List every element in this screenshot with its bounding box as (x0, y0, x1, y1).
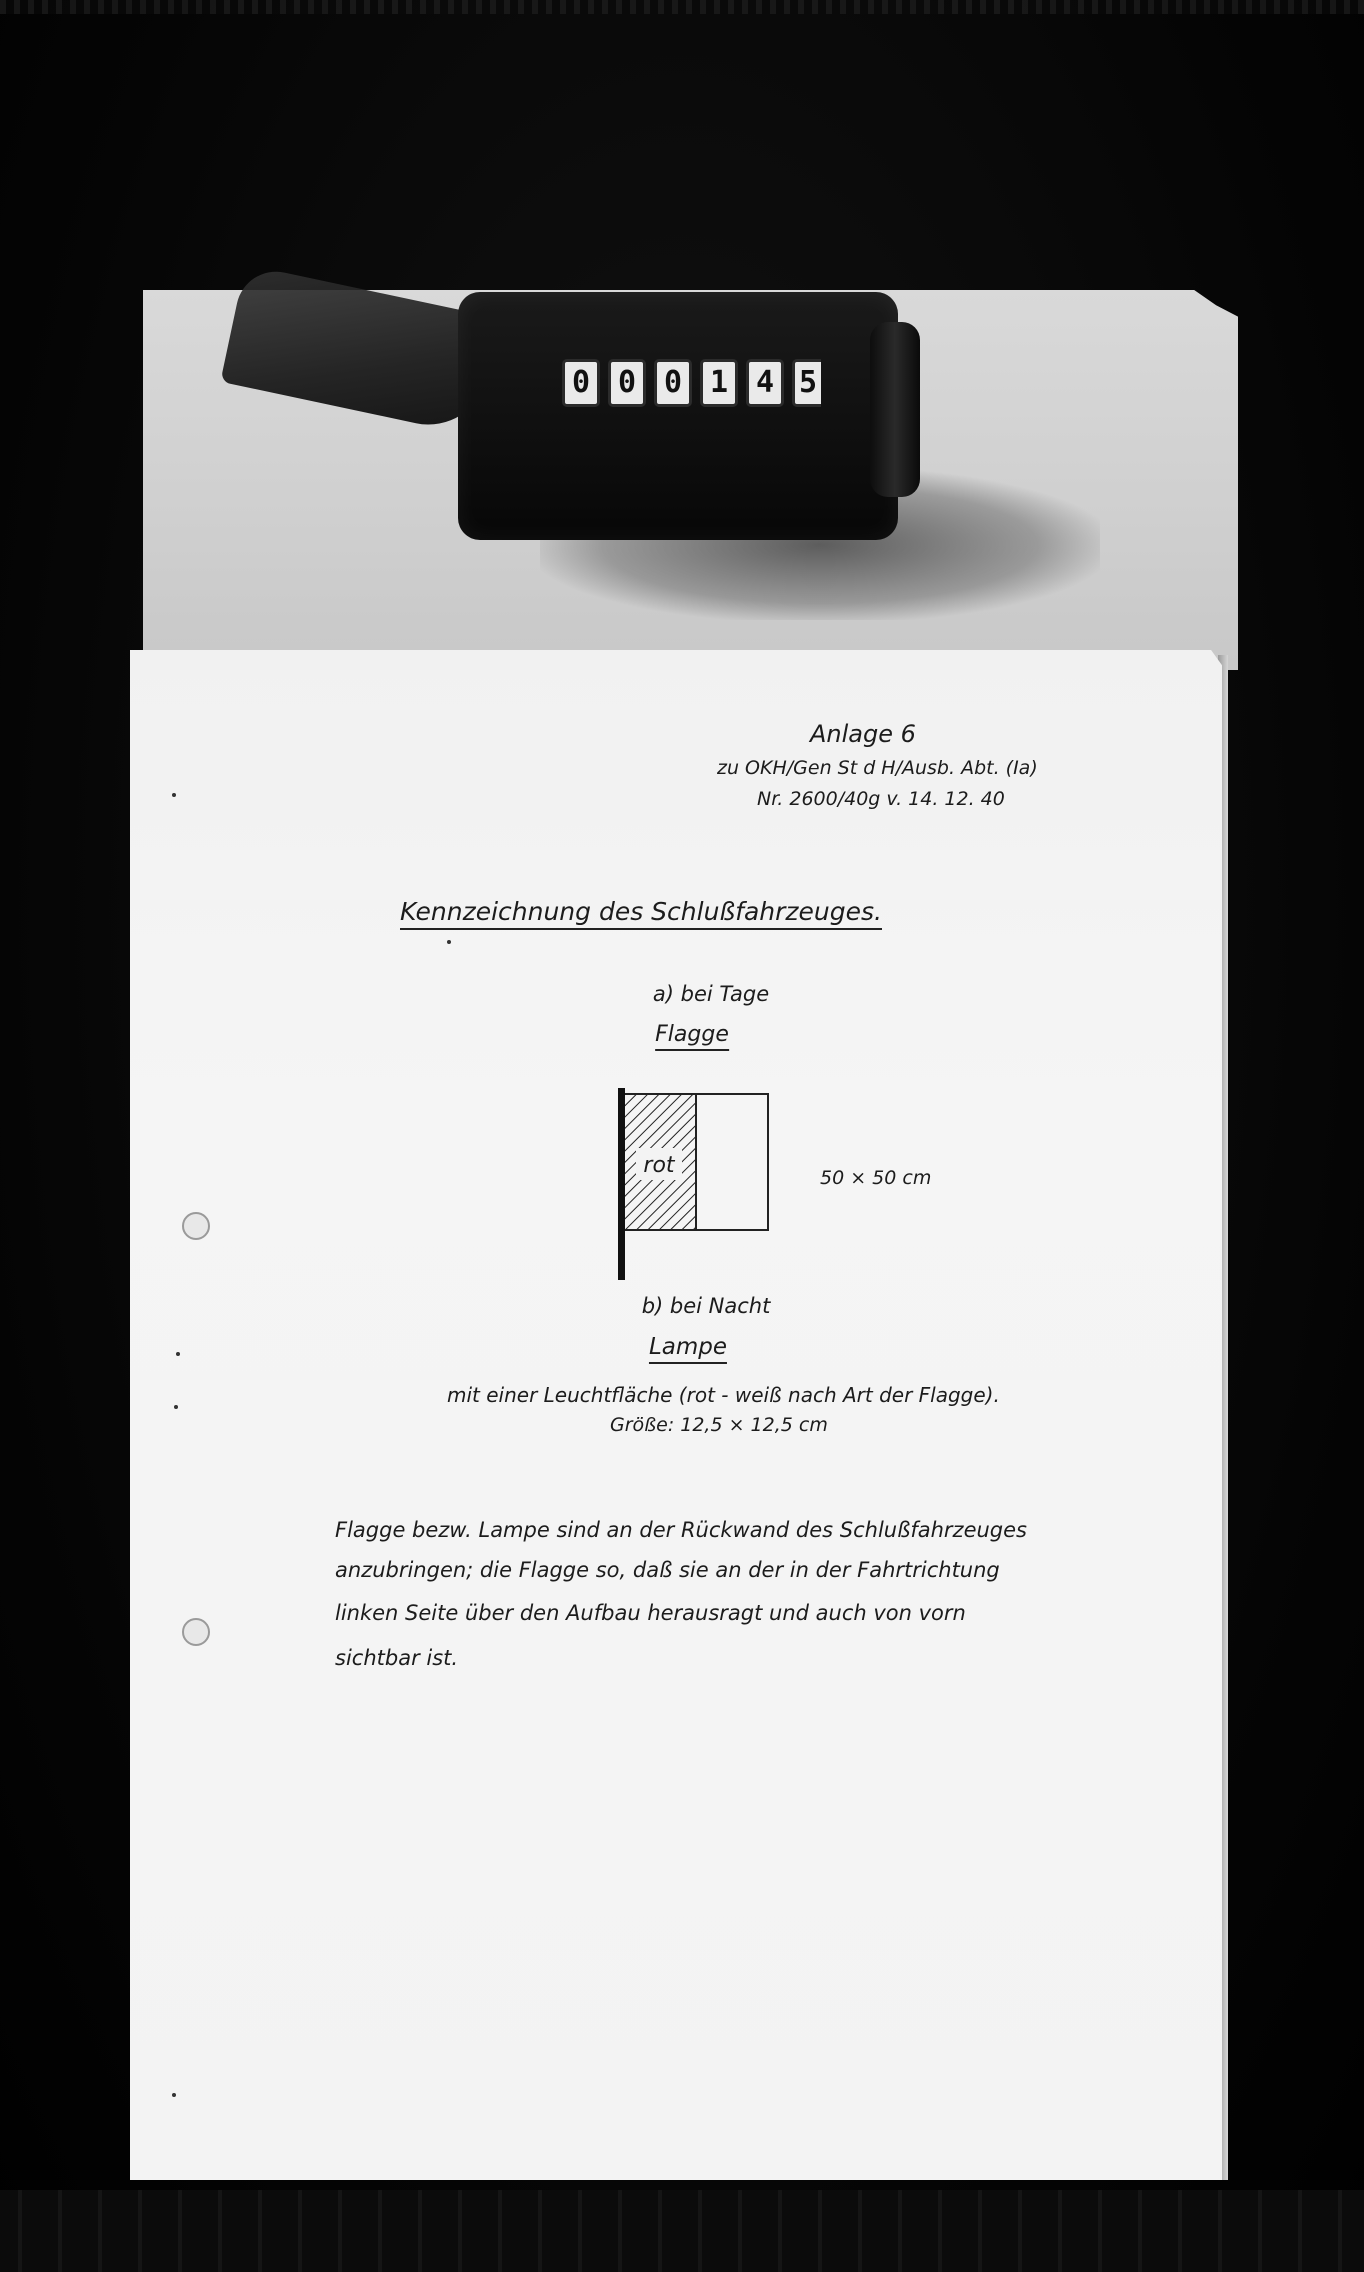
speck (172, 793, 176, 797)
annex-number: Anlage 6 (810, 720, 916, 748)
counter-digit: 0 (562, 359, 600, 407)
frame-counter (458, 292, 918, 540)
counter-digit: 5 (792, 359, 821, 407)
annex-reference: zu OKH/Gen St d H/Ausb. Abt. (Ia) (717, 757, 1038, 779)
paragraph-line: linken Seite über den Aufbau herausragt und auch von vorn (335, 1601, 966, 1625)
flag-size: 50 × 50 cm (820, 1167, 932, 1189)
lamp-description: mit einer Leuchtfläche (rot - weiß nach Art der Flagge). (447, 1383, 1000, 1407)
counter-digit: 0 (654, 359, 692, 407)
counter-digit: 1 (700, 359, 738, 407)
frame-counter-body (458, 292, 898, 540)
paragraph-line: sichtbar ist. (335, 1646, 459, 1670)
day-label: a) bei Tage (652, 982, 770, 1006)
document-title: Kennzeichnung des Schlußfahrzeuges. (400, 897, 882, 930)
punch-hole (182, 1212, 210, 1240)
film-edge-bottom (0, 2190, 1364, 2272)
flag-heading: Flagge (655, 1022, 729, 1051)
paragraph-line: anzubringen; die Flagge so, daß sie an der in der Fahrtrichtung (335, 1558, 1000, 1582)
lamp-size: Größe: 12,5 × 12,5 cm (610, 1414, 828, 1436)
counter-digit: 4 (746, 359, 784, 407)
frame-counter-digits (562, 359, 821, 407)
speck (447, 940, 451, 944)
punch-hole (182, 1618, 210, 1646)
speck (172, 2093, 176, 2097)
night-label: b) bei Nacht (641, 1294, 771, 1318)
annex-number-date: Nr. 2600/40g v. 14. 12. 40 (757, 788, 1005, 810)
film-edge-top (0, 0, 1364, 14)
speck (174, 1405, 178, 1409)
flag-white-field (696, 1094, 768, 1230)
speck (176, 1352, 180, 1356)
lamp-heading: Lampe (649, 1334, 727, 1364)
flag-diagram (610, 1086, 776, 1282)
flag-pole (618, 1088, 625, 1280)
counter-digit: 0 (608, 359, 646, 407)
flag-red-label: rot (643, 1153, 675, 1178)
paragraph-line: Flagge bezw. Lampe sind an der Rückwand des Schlußfahrzeuges (335, 1518, 1027, 1542)
frame-counter-knob (870, 322, 920, 497)
